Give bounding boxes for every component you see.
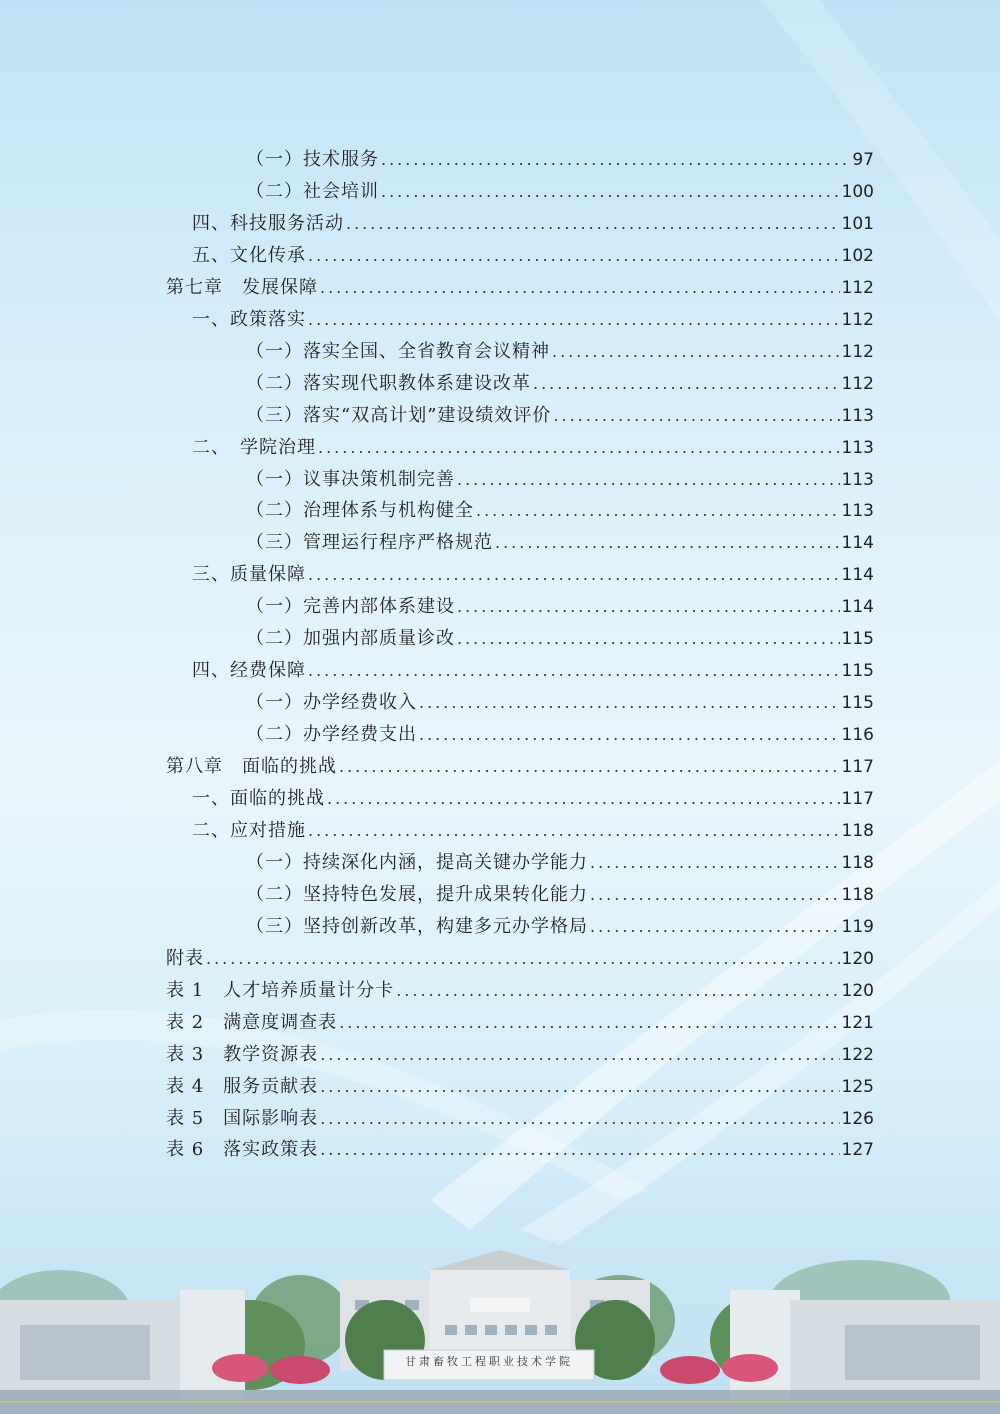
dot-leader <box>320 1135 839 1165</box>
toc-entry-title: 四、经费保障 <box>192 660 306 682</box>
dot-leader <box>457 465 840 495</box>
toc-page-number: 120 <box>841 980 874 1001</box>
toc-entry-title: （一）议事决策机制完善 <box>246 468 455 490</box>
toc-entry[interactable] <box>246 369 874 399</box>
toc-entry[interactable] <box>166 1040 874 1070</box>
toc-entry[interactable] <box>246 177 874 207</box>
toc-entry-title: （二）坚持特色发展，提升成果转化能力 <box>246 883 588 905</box>
toc-page-number: 114 <box>841 597 874 618</box>
toc-entry-title: 二、 学院治理 <box>192 436 316 458</box>
toc-entry-title: （二）治理体系与机构健全 <box>246 500 474 522</box>
toc-entry[interactable] <box>246 848 874 878</box>
toc-entry[interactable] <box>246 688 874 718</box>
toc-entry[interactable] <box>192 305 874 335</box>
toc-page-number: 117 <box>841 789 874 809</box>
toc-entry[interactable] <box>246 624 874 654</box>
toc-entry-title: 表 6 落实政策表 <box>166 1139 319 1161</box>
toc-entry-title: 表 1 人才培养质量计分卡 <box>166 979 395 1001</box>
toc-page-number: 113 <box>841 469 874 490</box>
toc-entry[interactable] <box>246 465 874 495</box>
dot-leader <box>457 624 840 654</box>
toc-entry-title: （一）完善内部体系建设 <box>246 596 455 618</box>
toc-entry[interactable] <box>246 720 874 750</box>
toc-page-number: 112 <box>841 373 874 394</box>
dot-leader <box>308 656 840 686</box>
toc-entry-title: 表 5 国际影响表 <box>166 1107 319 1129</box>
dot-leader <box>308 816 840 846</box>
toc-page-number: 125 <box>841 1076 874 1097</box>
toc-entry-title: （一）技术服务 <box>246 149 379 170</box>
toc-entry[interactable] <box>192 209 874 239</box>
dot-leader <box>396 976 839 1006</box>
toc-entry[interactable] <box>192 784 874 814</box>
dot-leader <box>318 433 840 463</box>
toc-entry[interactable] <box>246 528 874 558</box>
toc-entry[interactable] <box>246 145 874 175</box>
toc-entry-title: 附表 <box>166 947 204 969</box>
toc-entry-title: （二）落实现代职教体系建设改革 <box>246 372 531 394</box>
dot-leader <box>495 528 840 558</box>
toc-page-number: 117 <box>841 757 874 778</box>
toc-entry[interactable] <box>192 560 874 590</box>
dot-leader <box>320 1040 839 1070</box>
toc-page-number: 118 <box>841 820 874 841</box>
school-name-sign: 甘肃畜牧工程职业技术学院 <box>405 1355 573 1368</box>
toc-entry-title: （三）坚持创新改革，构建多元办学格局 <box>246 915 588 937</box>
toc-page-number: 126 <box>841 1108 874 1129</box>
toc-entry-title: （三）管理运行程序严格规范 <box>246 532 493 554</box>
toc-entry-title: 二、应对措施 <box>192 819 306 841</box>
toc-page-number: 102 <box>841 245 874 266</box>
toc-entry[interactable] <box>166 1135 874 1165</box>
toc-entry-title: （二）社会培训 <box>246 180 379 202</box>
toc-page-number: 114 <box>841 565 874 586</box>
dot-leader <box>206 944 840 974</box>
dot-leader <box>457 592 840 622</box>
toc-entry-title: （三）落实“双高计划”建设绩效评价 <box>246 404 552 426</box>
toc-page-number: 121 <box>841 1012 874 1033</box>
dot-leader <box>533 369 840 399</box>
dot-leader <box>320 1072 839 1102</box>
dot-leader <box>419 688 840 718</box>
dot-leader <box>381 177 840 207</box>
toc-page-number: 115 <box>841 661 874 682</box>
toc-entry-title: 表 4 服务贡献表 <box>166 1075 319 1097</box>
toc-entry-title: 表 3 教学资源表 <box>166 1043 319 1065</box>
toc-entry-title: （二）加强内部质量诊改 <box>246 628 455 650</box>
toc-entry-title: 表 2 满意度调查表 <box>166 1011 338 1033</box>
dot-leader <box>320 273 840 303</box>
dot-leader <box>308 305 840 335</box>
toc-entry-title: 一、面临的挑战 <box>192 788 325 809</box>
toc-page-number: 122 <box>841 1044 874 1065</box>
toc-entry[interactable] <box>166 976 874 1006</box>
campus-photo <box>0 1240 1000 1414</box>
toc-page-number: 118 <box>841 852 874 873</box>
toc-entry[interactable] <box>166 273 874 303</box>
toc-entry-title: 三、质量保障 <box>192 564 306 586</box>
toc-entry-title: 一、政策落实 <box>192 308 306 330</box>
toc-page-number: 115 <box>841 629 874 650</box>
dot-leader <box>476 496 840 526</box>
toc-page-number: 113 <box>841 405 874 426</box>
toc-entry[interactable] <box>246 337 874 367</box>
dot-leader <box>590 848 840 878</box>
toc-page-number: 114 <box>841 533 874 554</box>
dot-leader <box>419 720 840 750</box>
toc-page-number: 101 <box>841 213 874 234</box>
toc-page-number: 115 <box>841 693 874 714</box>
toc-page-number: 119 <box>841 916 874 937</box>
toc-page-number: 97 <box>852 150 874 170</box>
dot-leader <box>339 752 840 782</box>
dot-leader <box>590 880 840 910</box>
toc-page-number: 112 <box>841 309 874 330</box>
toc-entry-title: （二）办学经费支出 <box>246 724 417 746</box>
toc-entry[interactable] <box>166 1008 874 1038</box>
toc-entry[interactable] <box>246 496 874 526</box>
toc-entry-title: 四、科技服务活动 <box>192 212 344 234</box>
toc-page-number: 100 <box>841 181 874 202</box>
dot-leader <box>308 241 840 271</box>
toc-page-number: 127 <box>841 1140 874 1161</box>
toc-entry[interactable] <box>246 880 874 910</box>
toc-entry-title: （一）落实全国、全省教育会议精神 <box>246 340 550 362</box>
toc-entry[interactable] <box>192 433 874 463</box>
toc-entry-title: 第八章 面临的挑战 <box>166 756 337 778</box>
toc-page-number: 112 <box>841 341 874 362</box>
toc-entry[interactable] <box>192 816 874 846</box>
toc-page-number: 120 <box>841 948 874 969</box>
toc-entry[interactable] <box>192 241 874 271</box>
toc-entry[interactable] <box>166 1072 874 1102</box>
dot-leader <box>590 912 840 942</box>
toc-entry[interactable] <box>166 752 874 782</box>
dot-leader <box>320 1104 839 1134</box>
dot-leader <box>339 1008 839 1038</box>
toc-entry-title: （一）持续深化内涵，提高关键办学能力 <box>246 851 588 873</box>
dot-leader <box>327 784 840 814</box>
toc-entry[interactable] <box>166 944 874 974</box>
dot-leader <box>381 145 850 175</box>
dot-leader <box>552 337 840 367</box>
toc-entry-title: （一）办学经费收入 <box>246 692 417 714</box>
toc-entry[interactable] <box>166 1104 874 1134</box>
toc-entry-title: 第七章 发展保障 <box>166 276 318 298</box>
toc-page-number: 113 <box>841 437 874 458</box>
toc-page-number: 118 <box>841 884 874 905</box>
dot-leader <box>346 209 840 239</box>
toc-entry[interactable] <box>192 656 874 686</box>
toc-entry[interactable] <box>246 401 874 431</box>
toc-entry-title: 五、文化传承 <box>192 244 306 266</box>
toc-entry[interactable] <box>246 912 874 942</box>
dot-leader <box>308 560 840 590</box>
toc-entry[interactable] <box>246 592 874 622</box>
dot-leader <box>553 401 839 431</box>
toc-page-number: 112 <box>841 277 874 298</box>
toc-page-number: 116 <box>841 725 874 746</box>
toc-page-number: 113 <box>841 501 874 522</box>
